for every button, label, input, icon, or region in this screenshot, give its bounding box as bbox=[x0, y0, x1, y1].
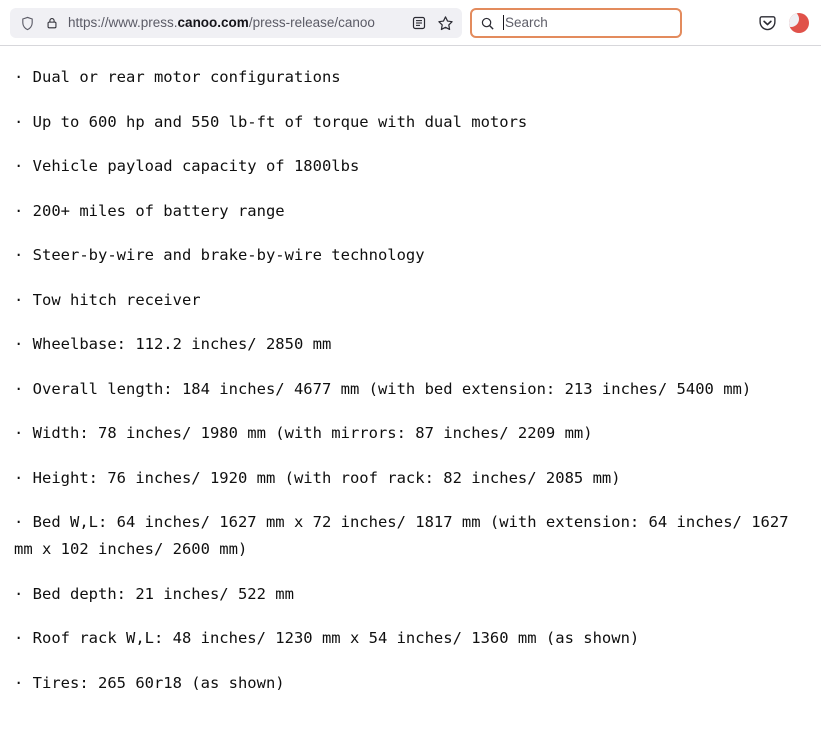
list-item: · Bed depth: 21 inches/ 522 mm bbox=[14, 584, 294, 603]
list-item: · 200+ miles of battery range bbox=[14, 201, 285, 220]
star-icon[interactable] bbox=[436, 14, 454, 32]
browser-toolbar bbox=[0, 0, 821, 46]
search-placeholder-text: Search bbox=[505, 15, 548, 30]
url-suffix: /press-release/canoo bbox=[248, 15, 375, 30]
url-text[interactable] bbox=[68, 14, 403, 32]
account-avatar-icon[interactable] bbox=[789, 13, 809, 33]
list-item: · Dual or rear motor configurations bbox=[14, 68, 341, 86]
lock-icon[interactable] bbox=[43, 14, 61, 32]
url-bar[interactable] bbox=[10, 8, 462, 38]
toolbar-right-icons bbox=[758, 13, 811, 33]
pocket-icon[interactable] bbox=[758, 14, 777, 33]
page-content bbox=[0, 46, 821, 732]
search-icon bbox=[480, 16, 495, 31]
toolbar-divider bbox=[0, 45, 821, 46]
text-caret bbox=[503, 15, 504, 30]
list-item: · Up to 600 hp and 550 lb-ft of torque with dual motors bbox=[14, 112, 528, 131]
list-item: · Width: 78 inches/ 1980 mm (with mirrors: 87 inches/ 2209 mm) bbox=[14, 424, 593, 442]
list-item: · Tow hitch receiver bbox=[14, 290, 201, 309]
reader-view-icon[interactable] bbox=[410, 14, 428, 32]
url-prefix: https://www.press. bbox=[68, 15, 178, 30]
list-item: · Wheelbase: 112.2 inches/ 2850 mm bbox=[14, 335, 332, 353]
list-item: · Height: 76 inches/ 1920 mm (with roof rack: 82 inches/ 2085 mm) bbox=[14, 468, 621, 487]
list-item: · Roof rack W,L: 48 inches/ 1230 mm x 54 inches/ 1360 mm (as shown) bbox=[14, 629, 640, 647]
shield-icon[interactable] bbox=[18, 14, 36, 32]
list-item: · Overall length: 184 inches/ 4677 mm (with bed extension: 213 inches/ 5400 mm) bbox=[14, 379, 752, 398]
search-bar[interactable] bbox=[470, 8, 682, 38]
list-item: · Steer-by-wire and brake-by-wire technology bbox=[14, 246, 425, 264]
search-input[interactable] bbox=[503, 14, 548, 32]
list-item: · Bed W,L: 64 inches/ 1627 mm x 72 inches/ 1817 mm (with extension: 64 inches/ 1627 mm x 102 inches/ 2600 mm) bbox=[14, 513, 789, 558]
url-host: canoo.com bbox=[177, 15, 249, 30]
list-item: · Vehicle payload capacity of 1800lbs bbox=[14, 157, 360, 175]
list-item: · Tires: 265 60r18 (as shown) bbox=[14, 673, 285, 692]
